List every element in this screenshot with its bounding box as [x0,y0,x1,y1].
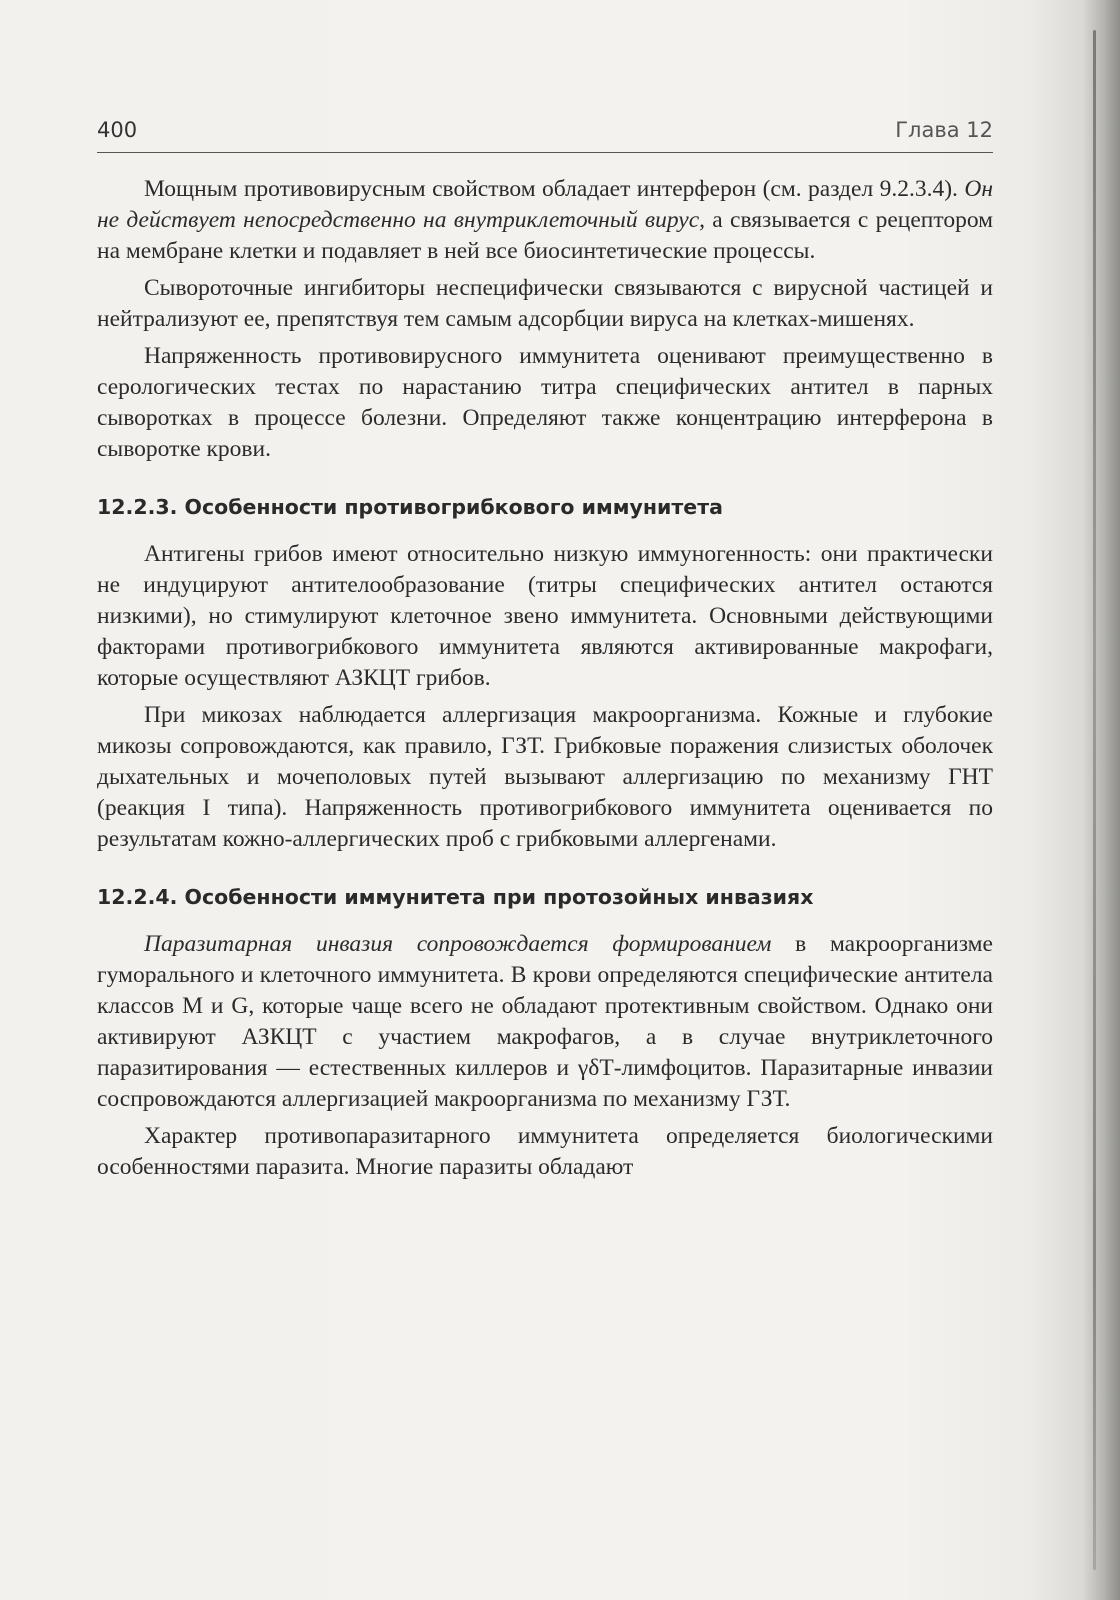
section-heading-protozoal: 12.2.4. Особенности иммунитета при протозойных инвазиях [97,885,814,909]
paragraph-antiviral-tension: Напряженность противовирусного иммунитета оценивают преимущественно в серологических тестах по нарастанию титра специфических антител в парных сыворотках в процессе болезни. Определяют также концентрацию интерферона в сыворотке крови. [97,343,993,462]
page-binding-edge [1093,30,1096,1570]
page-body [97,174,993,1183]
page-binding-shadow [1082,0,1120,1600]
paragraph-parasitic-invasion-rest: в макроорганизме гуморального и клеточного иммунитета. В крови определяются специфические антитела классов M и G, которые чаще всего не обладают протективным свойством. Однако они активируют АЗКЦТ с участием макрофагов, а в случае внутриклеточного паразитирования — естественных киллеров и γδТ-лимфоцитов. Паразитарные инвазии соспровождаются аллергизацией макроорганизма по механизму ГЗТ. [97,931,993,1112]
paragraph-parasitic-invasion-italic: Паразитарная инвазия сопровождается формированием [144,931,772,957]
paragraph-parasitic-invasion [97,929,993,1115]
paragraph-mycoses: При микозах наблюдается аллергизация макроорганизма. Кожные и глубокие микозы сопровождаются, как правило, ГЗТ. Грибковые поражения слизистых оболочек дыхательных и мочеполовых путей вызывают аллергизацию по механизму ГНТ (реакция I типа). Напряженность противогрибкового иммунитета оценивается по результатам кожно-аллергических проб с грибковыми аллергенами. [97,702,993,852]
paragraph-antiparasitic-character: Характер противопаразитарного иммунитета определяется биологическими особенностями паразита. Многие паразиты обладают [97,1123,993,1180]
running-head: Глава 12 [895,118,993,142]
page-header [97,116,993,153]
page-number: 400 [97,118,138,142]
paragraph-interferon [97,174,993,267]
paragraph-interferon-start: Мощным противовирусным свойством обладает интерферон (см. раздел 9.2.3.4). [144,176,965,202]
paragraph-serum-inhibitors: Сывороточные ингибиторы неспецифически связываются с вирусной частицей и нейтрализуют ее, препятствуя тем самым адсорбции вируса на клетках-мишенях. [97,275,993,332]
paragraph-fungal-antigens: Антигены грибов имеют относительно низкую иммуногенность: они практически не индуцируют антителообразование (титры специфических антител остаются низкими), но стимулируют клеточное звено иммунитета. Основными действующими факторами противогрибкового иммунитета являются активированные макрофаги, которые осуществляют АЗКЦТ грибов. [97,541,993,691]
paragraph-interferon-italic: Он не действует непосредственно на внутриклеточный вирус, [97,176,993,233]
paragraph-interferon-end: а связывается с рецептором на мембране клетки и подавляет в ней все биосинтетические процессы. [97,207,993,264]
section-heading-antifungal: 12.2.3. Особенности противогрибкового иммунитета [97,495,723,519]
